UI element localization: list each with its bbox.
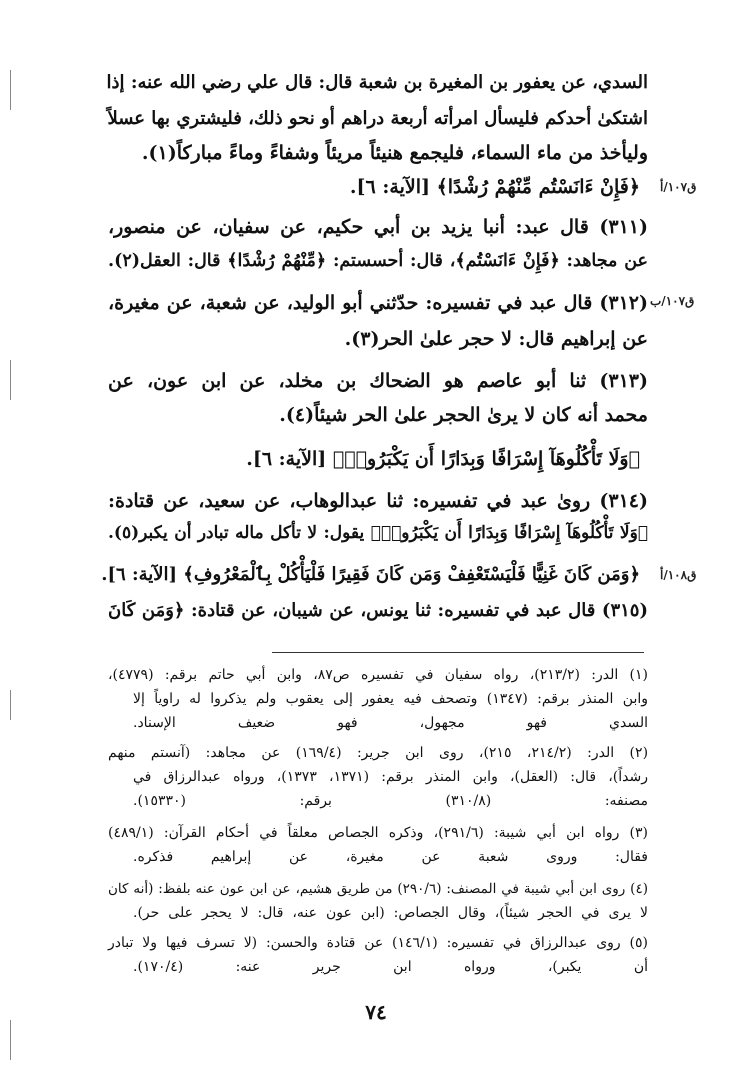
- text-line: اشتكىٰ أحدكم فليسأل امرأته أربعة دراهم أو نحو ذلك، فليشتري بها عسلاً: [107, 108, 648, 129]
- text-line: عن إبراهيم قال: لا حجر علىٰ الحر(٣).: [344, 328, 648, 350]
- footnote-separator: [272, 652, 644, 653]
- footnote-line: رشداً)، قال: (العقل)، وابن المنذر برقم: (١٣٧١، ١٣٧٣)، ورواه عبدالرزاق في: [133, 769, 649, 785]
- scan-edge-mark: [10, 70, 11, 110]
- footnote-line: لا يرى في الحجر شيئاً)، وقال الجصاص: (ابن عون عنه، قال: لا يحجر على حر).: [133, 905, 648, 921]
- text-line: (٣١٢) قال عبد في تفسيره: حدّثني أبو الوليد، عن شعبة، عن مغيرة،: [108, 292, 648, 314]
- text-line: (٣١١) قال عبد: أنبا يزيد بن أبي حكيم، عن سفيان، عن منصور،: [108, 216, 648, 238]
- quran-verse-heading: ﴿وَمَن كَانَ غَنِيًّا فَلْيَسْتَعْفِفْ وَمَن كَانَ فَقِيرًا فَلْيَأْكُلْ بِٱلْمَعْرُوفِ﴾ [الآية: ٦].: [101, 564, 640, 585]
- footnote-line: فقال: وروى شعبة عن مغيرة، عن إبراهيم فذكره.: [133, 849, 648, 865]
- text-line: (٣١٣) ثنا أبو عاصم هو الضحاك بن مخلد، عن ابن عون، عن: [108, 370, 648, 392]
- folio-reference: ق١٠٨/أ: [660, 568, 697, 582]
- page-number: ٧٤: [365, 1000, 387, 1024]
- footnote-line: السدي فهو مجهول، فهو ضعيف الإسناد.: [133, 715, 648, 731]
- scan-edge-mark: [10, 690, 11, 720]
- footnote-line: (١) الدر: (٢١٣/٢)، رواه سفيان في تفسيره ص٨٧، وابن أبي حاتم برقم: (٤٧٧٩)،: [108, 667, 649, 683]
- folio-reference: ق١٠٧/أ: [660, 180, 697, 194]
- scan-edge-mark: [10, 360, 11, 400]
- footnote-line: (٢) الدر: (٢١٤/٢، ٢١٥)، روى ابن جرير: (١٦٩/٤) عن مجاهد: (آنستم منهم: [108, 745, 649, 761]
- quran-verse-heading: ﴿فَإِنْ ءَانَسْتُم مِّنْهُمْ رُشْدًا﴾ [الآية: ٦].: [349, 176, 640, 198]
- footnote-line: وابن المنذر برقم: (١٣٤٧) وتصحف فيه يعفور إلى يعقوب ولم يذكروا له راوياً إلا: [133, 691, 648, 707]
- text-line: (٣١٤) روىٰ عبد في تفسيره: ثنا عبدالوهاب، عن سعيد، عن قتادة:: [108, 490, 648, 512]
- footnote-line: (٤) روى ابن أبي شيبة في المصنف: (٢٩٠/٦) من طريق هشيم، عن ابن عون عنه بلفظ: (أنه كان: [108, 881, 648, 897]
- text-line: السدي، عن يعفور بن المغيرة بن شعبة قال: قال علي رضي الله عنه: إذا: [106, 72, 648, 93]
- folio-reference: ق١٠٧/ب: [650, 294, 695, 308]
- footnote-line: (٥) روى عبدالرزاق في تفسيره: (١٤٦/١) عن قتادة والحسن: (لا تسرف فيها ولا تبادر: [108, 935, 648, 951]
- text-line: ﴿وَلَا تَأْكُلُوهَآ إِسْرَافًا وَبِدَارًا أَن يَكْبَرُوا۟﴾ يقول: لا تأكل ماله تبادر أن يكبر(٥).: [108, 523, 648, 543]
- text-line: (٣١٥) قال عبد في تفسيره: ثنا يونس، عن شيبان، عن قتادة: ﴿وَمَن كَانَ: [108, 600, 648, 621]
- text-line: عن مجاهد: ﴿فَإِنْ ءَانَسْتُم﴾، قال: أحسستم: ﴿مِّنْهُمْ رُشْدًا﴾ قال: العقل(٢).: [108, 251, 648, 271]
- quran-verse-heading: ﴿وَلَا تَأْكُلُوهَآ إِسْرَافًا وَبِدَارًا أَن يَكْبَرُوا۟﴾ [الآية: ٦].: [246, 448, 640, 470]
- scan-edge-mark: [10, 1020, 11, 1060]
- footnote-line: أن يكبر)، ورواه ابن جرير عنه: (١٧٠/٤).: [133, 959, 648, 975]
- text-line: محمد أنه كان لا يرىٰ الحجر علىٰ الحر شيئاً(٤).: [279, 404, 648, 426]
- text-line: وليأخذ من ماء السماء، فليجمع هنيئاً مريئاً وشفاءً وماءً مباركاً(١).: [141, 142, 648, 164]
- footnote-line: (٣) رواه ابن أبي شيبة: (٢٩١/٦)، وذكره الجصاص معلقاً في أحكام القرآن: (٤٨٩/١): [108, 825, 648, 841]
- footnote-line: مصنفه: (٣١٠/٨) برقم: (١٥٣٣٠).: [133, 793, 648, 809]
